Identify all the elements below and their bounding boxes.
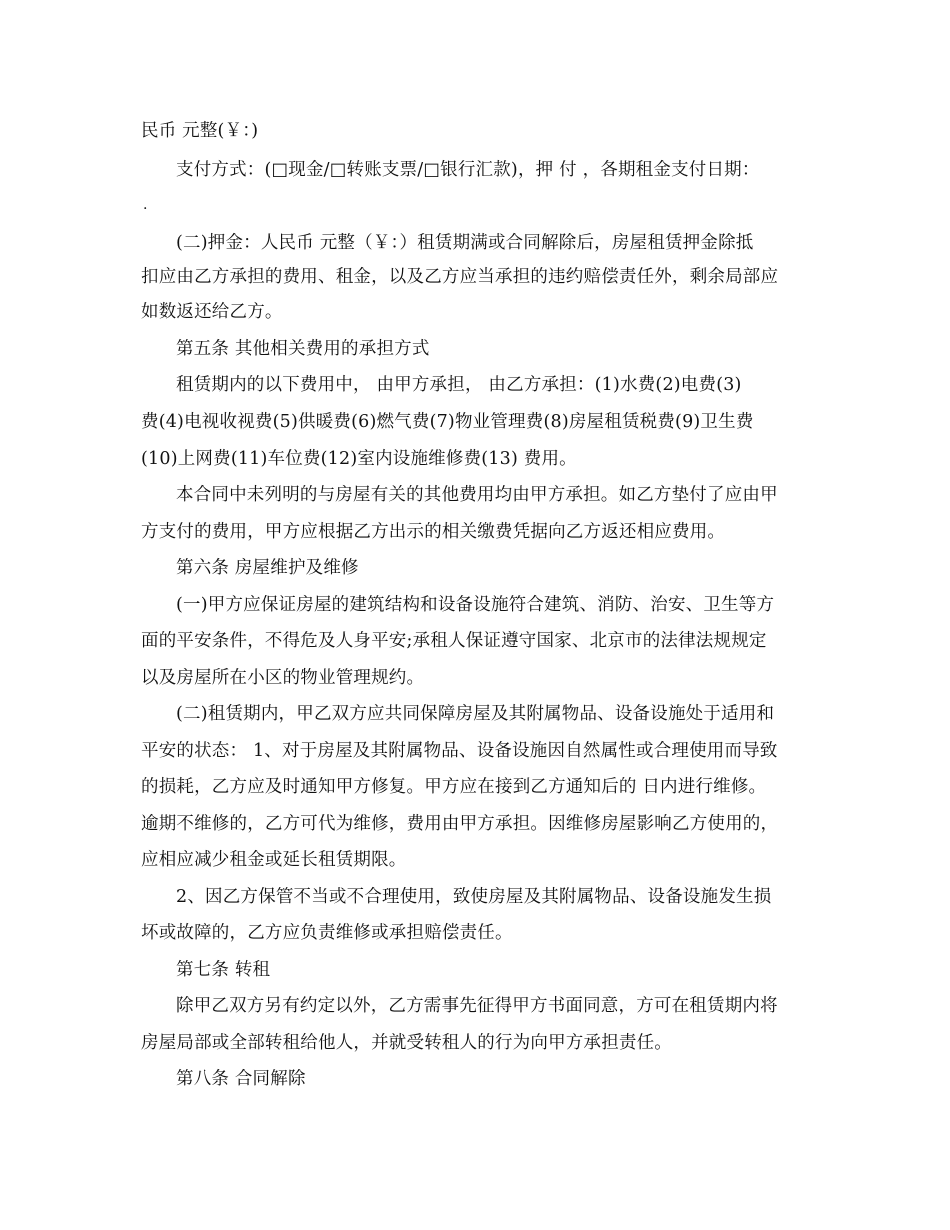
paragraph-line: 逾期不维修的，乙方可代为维修，费用由甲方承担。因维修房屋影响乙方使用的， [141,814,779,834]
paragraph-line: (一)甲方应保证房屋的建筑结构和设备设施符合建筑、消防、治安、卫生等方 [176,595,775,615]
section-heading: 第六条 房屋维护及维修 [176,558,359,578]
paragraph-line: 除甲乙双方另有约定以外，乙方需事先征得甲方书面同意，方可在租赁期内将 [176,996,778,1016]
paragraph-line: 平安的状态： 1、对于房屋及其附属物品、设备设施因自然属性或合理使用而导致 [141,741,778,761]
paragraph-line: (二)租赁期内，甲乙双方应共同保障房屋及其附属物品、设备设施处于适用和 [176,704,775,724]
section-heading: 第七条 转租 [176,960,271,980]
paragraph-line: 费(4)电视收视费(5)供暖费(6)燃气费(7)物业管理费(8)房屋租赁税费(9)卫生费 [141,412,754,432]
paragraph-line: 坏或故障的，乙方应负责维修或承担赔偿责任。 [141,923,513,943]
paragraph-line: 租赁期内的以下费用中， 由甲方承担， 由乙方承担：(1)水费(2)电费(3) [176,375,742,395]
paragraph-line: (二)押金：人民币 元整（￥：）租赁期满或合同解除后，房屋租赁押金除抵 [176,233,754,253]
paragraph-line: 的损耗，乙方应及时通知甲方修复。甲方应在接到乙方通知后的 日内进行维修。 [141,777,767,797]
paragraph-line: 2、因乙方保管不当或不合理使用，致使房屋及其附属物品、设备设施发生损 [176,887,772,907]
section-heading: 第五条 其他相关费用的承担方式 [176,339,430,359]
paragraph-line: 本合同中未列明的与房屋有关的其他费用均由甲方承担。如乙方垫付了应由甲 [176,485,778,505]
paragraph-line: 以及房屋所在小区的物业管理规约。 [141,668,425,688]
paragraph-line: 扣应由乙方承担的费用、租金，以及乙方应当承担的违约赔偿责任外，剩余局部应 [141,267,779,287]
paragraph-line: 应相应减少租金或延长租赁期限。 [141,850,407,870]
paragraph-line: 支付方式：(□现金/□转账支票/□银行汇款)，押 付 ，各期租金支付日期： [176,160,760,180]
section-heading: 第八条 合同解除 [176,1069,306,1089]
paragraph-line: 房屋局部或全部转租给他人，并就受转租人的行为向甲方承担责任。 [141,1033,672,1053]
paragraph-line: 民币 元整(￥：) [141,121,259,141]
paragraph-line: 如数返还给乙方。 [141,302,283,322]
paragraph-line: 方支付的费用，甲方应根据乙方出示的相关缴费凭据向乙方返还相应费用。 [141,522,726,542]
paragraph-line: (10)上网费(11)车位费(12)室内设施维修费(13) 费用。 [141,449,577,469]
paragraph-line: 面的平安条件，不得危及人身平安;承租人保证遵守国家、北京市的法律法规规定 [141,631,767,651]
paragraph-line: . [143,197,148,213]
